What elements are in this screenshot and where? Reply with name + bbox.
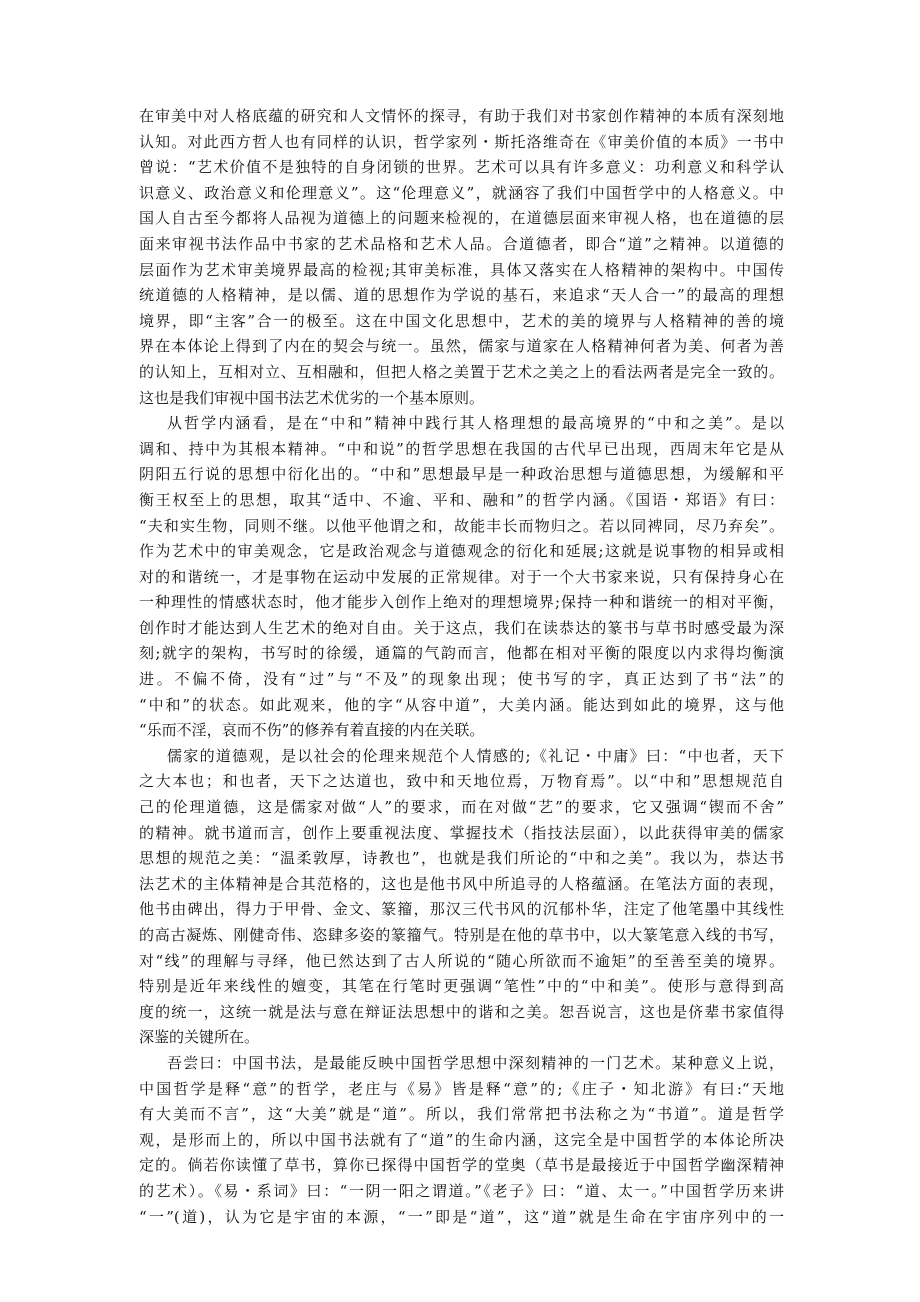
text-line: 作为艺术中的审美观念，它是政治观念与道德观念的衍化和延展;这就是说事物的相异或相 [139, 542, 784, 561]
text-line: 度的统一，这统一就是法与意在辩证法思想中的谐和之美。恕吾说言，这也是侪辈书家值得 [139, 1002, 784, 1021]
text-line: 观，是形而上的，所以中国书法就有了“道”的生命内涵，这完全是中国哲学的本体论所决 [139, 1130, 784, 1149]
text-line: 这也是我们审视中国书法艺术优劣的一个基本原则。 [139, 388, 485, 407]
text-line: 儒家的道德观，是以社会的伦理来规范个人情感的;《礼记・中庸》曰：“中也者，天下 [167, 746, 784, 765]
text-line: 国人自古至今都将人品视为道德上的问题来检视的，在道德层面来审视人格，也在道德的层 [139, 209, 784, 228]
text-line: 从哲学内涵看，是在“中和”精神中践行其人格理想的最高境界的“中和之美”。是以 [167, 414, 784, 433]
text-line: 思想的规范之美：“温柔敦厚，诗教也”，也就是我们所论的“中和之美”。我以为，恭达书 [139, 849, 784, 868]
text-line: 刻;就字的架构，书写时的徐缓，通篇的气韵而言，他都在相对平衡的限度以内求得均衡演 [139, 644, 784, 663]
text-line: 己的伦理道德，这是儒家对做“人”的要求，而在对做“艺”的要求，它又强调“锲而不舍” [139, 798, 784, 817]
text-line: 层面作为艺术审美境界最高的检视;其审美标准，具体又落实在人格精神的架构中。中国传 [139, 260, 784, 279]
text-line: 创作时才能达到人生艺术的绝对自由。关于这点，我们在读恭达的篆书与草书时感受最为深 [139, 618, 784, 637]
text-line: “中和”的状态。如此观来，他的字“从容中道”，大美内涵。能达到如此的境界，这与他 [139, 695, 784, 714]
text-line: 特别是近年来线性的嬗变，其笔在行笔时更强调“笔性”中的“中和美”。使形与意得到高 [139, 977, 784, 996]
text-line: 的精神。就书道而言，创作上要重视法度、掌握技术（指技法层面），以此获得审美的儒家 [139, 823, 784, 842]
text-line: 统道德的人格精神，是以儒、道的思想作为学说的基石，来追求“天人合一”的最高的理想 [139, 286, 784, 305]
text-line: 认知。对此西方哲人也有同样的认识，哲学家列・斯托洛维奇在《审美价值的本质》一书中 [139, 132, 784, 151]
text-line: “乐而不淫，哀而不伤”的修养有着直接的内在关联。 [139, 721, 485, 740]
text-line: 阴阳五行说的思想中衍化出的。“中和”思想最早是一种政治思想与道德思想，为缓解和平 [139, 465, 784, 484]
text-line: 调和、持中为其根本精神。“中和说”的哲学思想在我国的古代早已出现，西周末年它是从 [139, 439, 784, 458]
text-line: 的艺术）。《易・系词》曰：“一阴一阳之谓道。”《老子》曰：“道、太一。”中国哲学历来讲 [139, 1181, 784, 1200]
paragraph [139, 104, 784, 411]
text-line: 定的。倘若你读懂了草书，算你已探得中国哲学的堂奥（草书是最接近于中国哲学幽深精神 [139, 1156, 784, 1175]
text-line: 在审美中对人格底蕴的研究和人文情怀的探寻，有助于我们对书家创作精神的本质有深刻地 [139, 107, 784, 125]
text-line: 对“线”的理解与寻绎，他已然达到了古人所说的“随心所欲而不逾矩”的至善至美的境界。 [139, 951, 784, 970]
paragraph [139, 411, 784, 744]
text-line: 他书由碑出，得力于甲骨、金文、篆籀，那汉三代书风的沉郁朴华，注定了他笔墨中其线性 [139, 900, 784, 919]
text-line: 一种理性的情感状态时，他才能步入创作上绝对的理想境界;保持一种和谐统一的相对平衡， [139, 593, 784, 612]
text-line: 法艺术的主体精神是合其范格的，这也是他书风中所追寻的人格蕴涵。在笔法方面的表现， [139, 874, 784, 893]
text-line: 衡王权至上的思想，取其“适中、不逾、平和、融和”的哲学内涵。《国语・郑语》有曰： [139, 490, 784, 509]
text-line: 之大本也；和也者，天下之达道也，致中和天地位焉，万物育焉”。以“中和”思想规范自 [139, 772, 784, 791]
text-line: 深鉴的关键所在。 [139, 1028, 260, 1047]
text-line: “夫和实生物，同则不继。以他平他谓之和，故能丰长而物归之。若以同裨同，尽乃弃矣”。 [139, 516, 784, 535]
text-line: 对的和谐统一，才是事物在运动中发展的正常规律。对于一个大书家来说，只有保持身心在 [139, 567, 784, 586]
text-line: 界在本体论上得到了内在的契会与统一。虽然，儒家与道家在人格精神何者为美、何者为善 [139, 337, 784, 356]
text-line: 的认知上，互相对立、互相融和，但把人格之美置于艺术之美之上的看法两者是完全一致的。 [139, 362, 784, 381]
document-page [139, 104, 784, 1230]
text-line: 的高古凝炼、刚健奇伟、恣肆多姿的篆籀气。特别是在他的草书中，以大篆笔意入线的书写， [139, 926, 784, 944]
paragraph [139, 744, 784, 1051]
text-line: 有大美而不言”，这“大美”就是“道”。所以，我们常常把书法称之为“书道”。道是哲学 [139, 1105, 784, 1124]
text-line: 面来审视书法作品中书家的艺术品格和艺术人品。合道德者，即合“道”之精神。以道德的 [139, 234, 784, 253]
text-line: 中国哲学是释“意”的哲学，老庄与《易》皆是释“意”的;《庄子・知北游》有曰:“天地 [139, 1079, 784, 1098]
text-line: 识意义、政治意义和伦理意义”。这“伦理意义”，就涵容了我们中国哲学中的人格意义。中 [139, 183, 784, 202]
text-line: 进。不偏不倚，没有“过”与“不及”的现象出现；使书写的字，真正达到了书“法”的 [139, 670, 784, 689]
text-line: 曾说：“艺术价值不是独特的自身闭锁的世界。艺术可以具有许多意义：功利意义和科学认 [139, 158, 784, 177]
text-line: 境界，即“主客”合一的极至。这在中国文化思想中，艺术的美的境界与人格精神的善的境 [139, 311, 784, 330]
paragraph [139, 1051, 784, 1230]
text-line: “一”(道)，认为它是宇宙的本源，“一”即是“道”，这“道”就是生命在宇宙序列中的一 [139, 1207, 784, 1226]
text-line: 吾尝曰：中国书法，是最能反映中国哲学思想中深刻精神的一门艺术。某种意义上说， [167, 1053, 784, 1072]
